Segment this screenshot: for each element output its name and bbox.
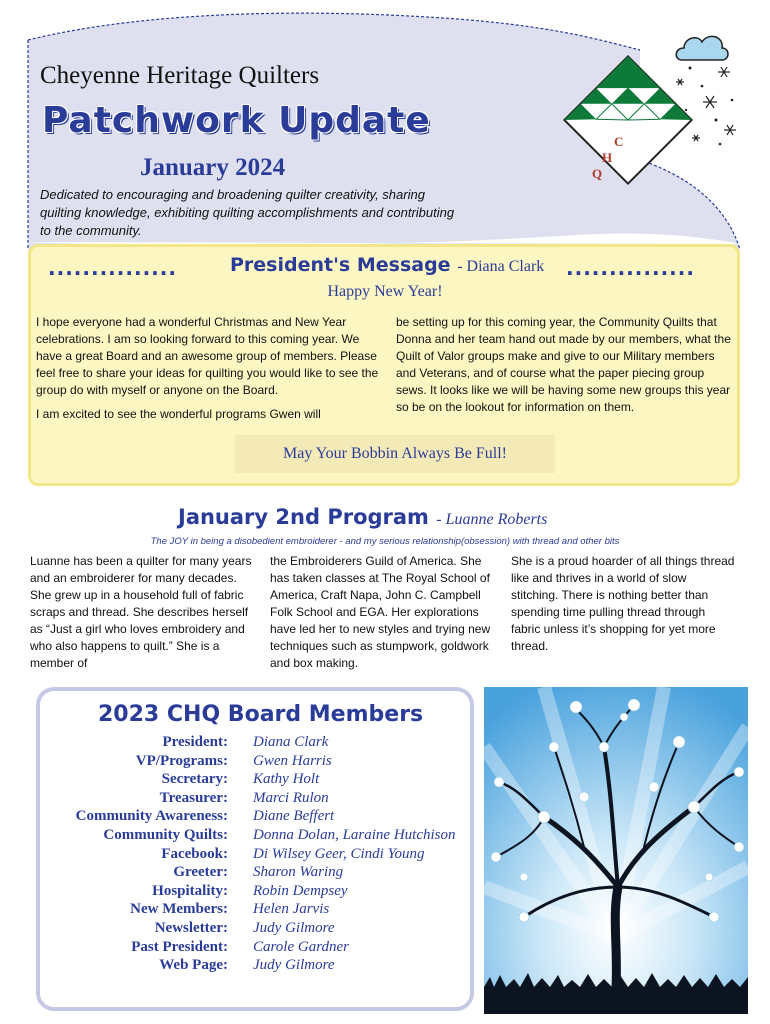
board-member-name: Kathy Holt	[253, 771, 320, 788]
board-role: Community Awareness:	[75, 808, 228, 825]
board-member-name: Di Wilsey Geer, Cindi Young	[253, 845, 425, 862]
board-role: Community Quilts:	[103, 827, 228, 843]
president-heading-text: President's Message	[230, 254, 451, 276]
dot-leader-right: ...............	[566, 256, 695, 280]
president-paragraph-3: be setting up for this coming year, the Community Quilts that Donna and her team hand out made by our members, what the Quilt of Valor groups make and give to our Military members and Veterans, and of course what the paper piecing group sews. It looks like we will be having some new groups this year so be on the lookout for information on them.	[396, 315, 731, 414]
board-role: Hospitality:	[152, 882, 228, 899]
winter-tree-photo	[484, 687, 748, 1014]
logo-letter-h: H	[602, 150, 613, 165]
board-member-name: Marci Rulon	[253, 789, 329, 806]
board-member-name: Judy Gilmore	[253, 957, 335, 974]
board-member-name: Diane Beffert	[253, 808, 335, 825]
board-member-name: Judy Gilmore	[253, 920, 335, 936]
board-role: President:	[162, 734, 228, 750]
logo-letter-c: C	[614, 134, 624, 149]
president-greeting: Happy New Year!	[327, 283, 443, 300]
president-paragraph-1: I hope everyone had a wonderful Christmas and New Year celebrations. I am so looking forward to this coming year. We have a great Board and an awesome group of members. Please feel free to share your ideas for quilting you would like to see the group do with myself or anyone on the Board.	[36, 315, 379, 397]
program-column-2: the Embroiderers Guild of America. She has taken classes at The Royal School of America, Craft Napa, John C. Campbell Folk School and EGA. Her explorations have led her to new styles and trying new techniques such as stumpwork, goldwork and box making.	[270, 554, 491, 670]
president-paragraph-2: I am excited to see the wonderful programs Gwen will	[36, 407, 321, 421]
tagline: Dedicated to encouraging and broadening quilter creativity, sharing quilting knowledge, exhibiting quilting accomplishments and contributing to the community.	[40, 187, 455, 238]
program-author: - Luanne Roberts	[436, 511, 548, 528]
board-role: Facebook:	[161, 845, 228, 862]
issue-month: January 2024	[140, 154, 286, 181]
program-column-3: She is a proud hoarder of all things thread like and thrives in a world of slow stitching. There is nothing better than spending time pulling thread through fabric unless it’s shopping for yet more thread.	[511, 554, 735, 653]
program-subtitle: The JOY in being a disobedient embroiderer - and my serious relationship(obsession) with thread and other bits	[150, 536, 620, 547]
logo-letter-q: Q	[592, 166, 603, 181]
dot-leader-left: ...............	[48, 256, 177, 280]
board-member-name: Diana Clark	[253, 734, 329, 750]
program-heading-text: January 2nd Program	[178, 505, 429, 529]
board-role: Secretary:	[161, 771, 228, 788]
publication-title: Patchwork Update	[42, 100, 431, 141]
president-column-2	[396, 314, 732, 423]
org-name: Cheyenne Heritage Quilters	[40, 62, 320, 89]
board-member-name: Helen Jarvis	[253, 901, 330, 918]
program-heading	[178, 505, 547, 529]
board-role: Greeter:	[173, 864, 228, 881]
board-role: Newsletter:	[154, 920, 228, 936]
president-author: - Diana Clark	[457, 258, 545, 275]
board-role: Web Page:	[159, 957, 228, 974]
board-role: New Members:	[130, 901, 228, 918]
board-heading: 2023 CHQ Board Members	[98, 702, 424, 727]
board-names-column	[253, 734, 468, 984]
quilt-block-logo	[558, 50, 698, 190]
board-member-name: Carole Gardner	[253, 938, 349, 955]
board-member-name: Sharon Waring	[253, 864, 344, 881]
president-heading	[230, 254, 544, 276]
board-role: Past President:	[131, 938, 228, 955]
board-roles-column	[28, 734, 228, 984]
program-column-1: Luanne has been a quilter for many years and an embroiderer for many decades. She grew up in a household full of fabric scraps and thread. She describes herself as “Just a girl who loves embroidery and who also happens to quilt.” She is a member of	[30, 554, 252, 670]
board-member-name: Robin Dempsey	[253, 882, 348, 899]
board-member-name: Gwen Harris	[253, 752, 332, 769]
board-role: VP/Programs:	[135, 752, 228, 769]
board-member-name: Donna Dolan, Laraine Hutchison	[253, 827, 456, 843]
president-column-1	[36, 314, 384, 430]
board-role: Treasurer:	[159, 789, 228, 806]
closing-banner: May Your Bobbin Always Be Full!	[235, 435, 555, 473]
